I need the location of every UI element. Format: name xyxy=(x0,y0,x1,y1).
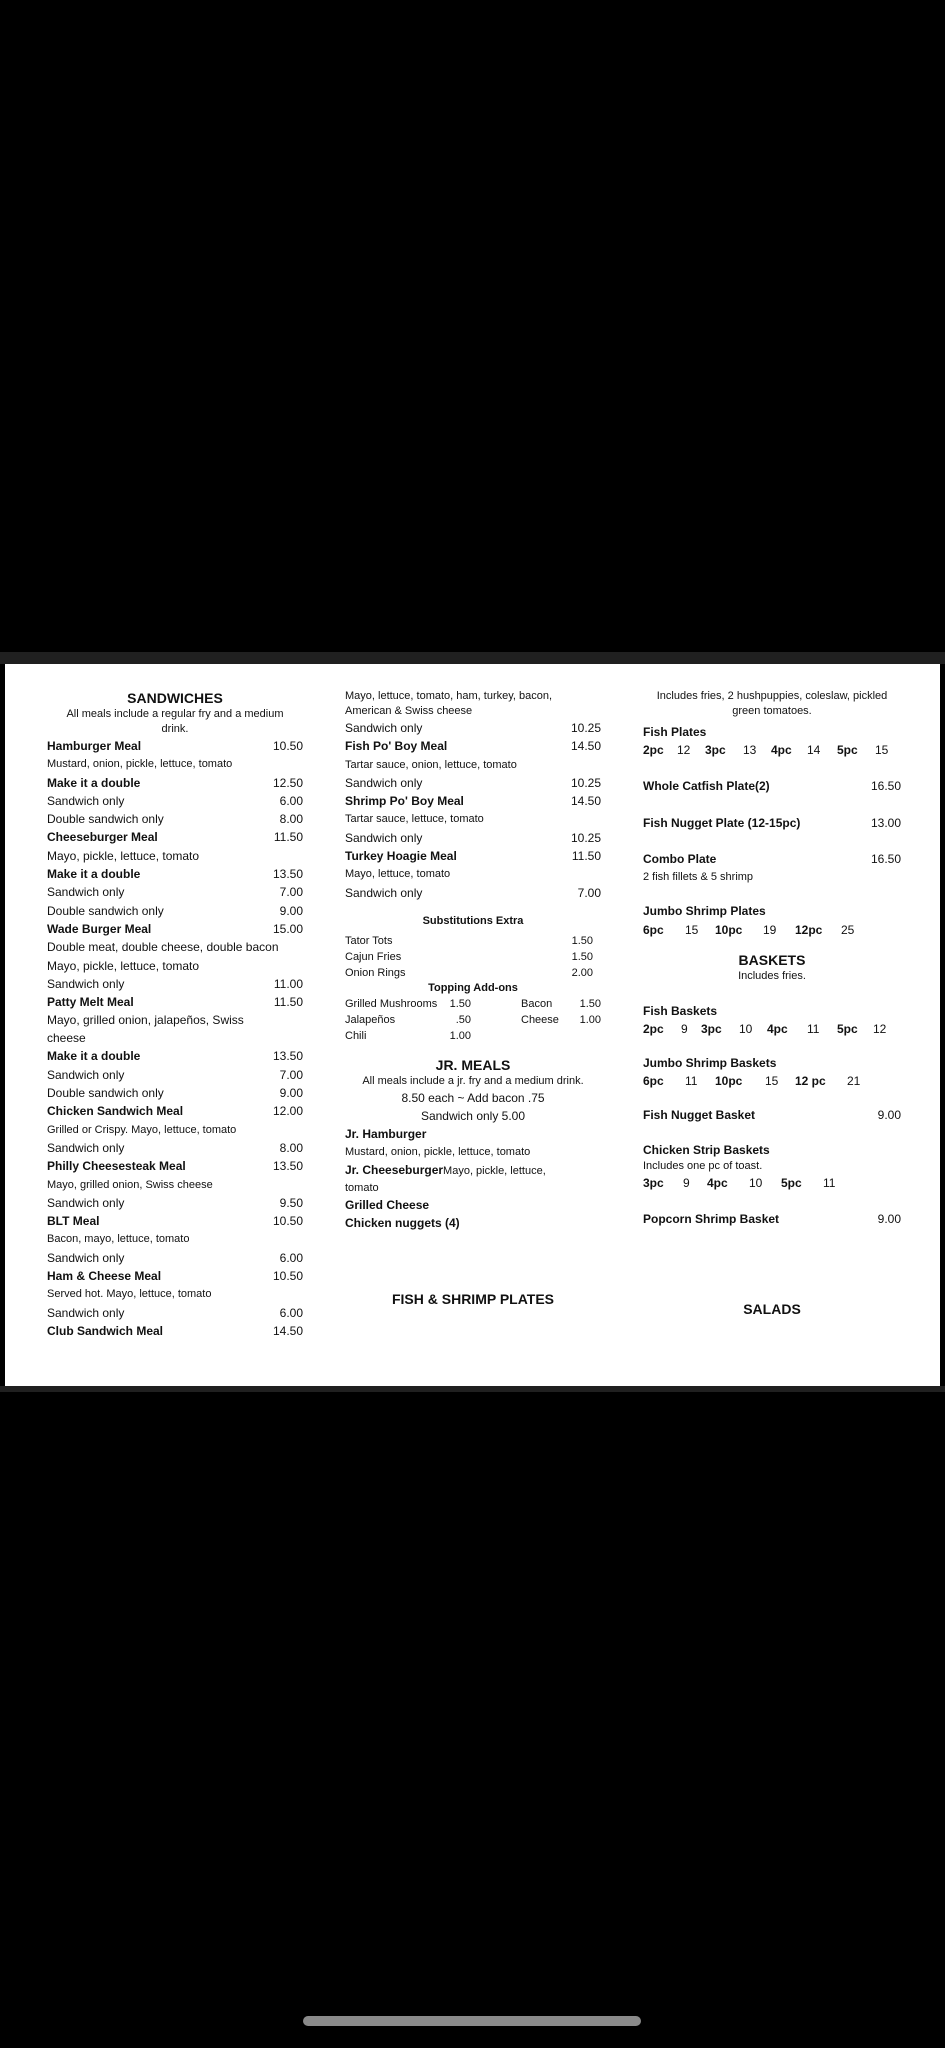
item-name: Served hot. Mayo, lettuce, tomato xyxy=(47,1288,212,1301)
piece-price: 12 xyxy=(873,1022,887,1037)
item-price: 10.25 xyxy=(570,830,601,845)
item-price: 8.00 xyxy=(279,812,303,827)
strip-note: Includes one pc of toast. xyxy=(643,1159,763,1172)
item-price: 10.25 xyxy=(570,775,601,790)
item-description xyxy=(47,1285,303,1303)
menu-item xyxy=(47,1212,303,1230)
item-price: 14.50 xyxy=(570,739,601,754)
item-price: 10.25 xyxy=(570,721,601,735)
sub-name: Onion Rings xyxy=(345,966,406,979)
menu-item xyxy=(47,1157,303,1175)
piece-count: 4pc xyxy=(707,1175,728,1190)
jumbo-baskets-prices xyxy=(643,1072,901,1090)
item-description xyxy=(345,810,601,828)
item-name: Fish Po' Boy Meal xyxy=(345,739,448,754)
patty-melt-desc: Mayo, grilled onion, jalapeños, Swiss cheese xyxy=(47,1013,244,1046)
menu-item xyxy=(47,883,303,901)
menu-item xyxy=(47,902,303,920)
item-description xyxy=(47,755,303,773)
jr-cheeseburger-name: Jr. Cheeseburger xyxy=(345,1162,444,1177)
item-price: 10.50 xyxy=(272,1214,303,1229)
item-price: 11.50 xyxy=(571,849,601,864)
piece-price: 15 xyxy=(685,922,699,937)
combo-price: 16.50 xyxy=(870,851,901,866)
piece-count: 5pc xyxy=(837,1022,858,1037)
item-name: Shrimp Po' Boy Meal xyxy=(345,794,464,809)
item-price: 13.50 xyxy=(272,1159,303,1174)
nugget-plate-label: Fish Nugget Plate (12-15pc) xyxy=(643,815,801,830)
chicken-strip-baskets: Chicken Strip Baskets xyxy=(643,1142,770,1157)
middle-column xyxy=(345,689,601,1308)
toppings-title: Topping Add-ons xyxy=(428,981,518,994)
jr-sandwich-price: Sandwich only 5.00 xyxy=(420,1108,526,1123)
jr-chicken-nuggets: Chicken nuggets (4) xyxy=(345,1215,460,1230)
item-name: Sandwich only xyxy=(47,1250,125,1265)
item-price: 12.50 xyxy=(272,775,303,790)
nugget-basket-price: 9.00 xyxy=(877,1108,901,1123)
topping-price-2: 1.00 xyxy=(579,1013,601,1026)
piece-count: 12 pc xyxy=(795,1074,826,1089)
jr-note: All meals include a jr. fry and a medium drink. xyxy=(362,1074,584,1087)
item-name: Sandwich only xyxy=(47,885,125,900)
topping-name-2: Cheese xyxy=(521,1013,559,1026)
menu-item xyxy=(47,993,303,1011)
item-name: Sandwich only xyxy=(47,976,125,991)
item-name: Turkey Hoagie Meal xyxy=(345,849,457,864)
piece-price: 15 xyxy=(875,743,889,758)
item-price: 9.00 xyxy=(279,903,303,918)
item-price: 6.00 xyxy=(279,1305,303,1320)
item-name: Mustard, onion, pickle, lettuce, tomato xyxy=(47,758,233,771)
sub-price: 1.50 xyxy=(571,934,593,947)
menu-item xyxy=(47,1102,303,1120)
item-name: Chicken Sandwich Meal xyxy=(47,1104,184,1119)
jr-hamburger-desc: Mustard, onion, pickle, lettuce, tomato xyxy=(345,1146,531,1159)
salads-title: SALADS xyxy=(743,1301,801,1318)
piece-count: 4pc xyxy=(767,1022,788,1037)
jr-price: 8.50 each ~ Add bacon .75 xyxy=(401,1090,545,1105)
sub-price: 1.50 xyxy=(571,950,593,963)
menu-item xyxy=(47,1267,303,1285)
item-name: Sandwich only xyxy=(47,1067,125,1082)
sub-name: Tator Tots xyxy=(345,934,393,947)
combo-label: Combo Plate xyxy=(643,851,717,866)
item-price: 9.00 xyxy=(279,1086,303,1101)
item-price: 11.50 xyxy=(273,830,303,845)
top-divider xyxy=(0,652,945,664)
item-name: Bacon, mayo, lettuce, tomato xyxy=(47,1233,190,1246)
jr-cheeseburger-desc: Mayo, pickle, lettuce, xyxy=(443,1164,546,1177)
piece-count: 5pc xyxy=(781,1175,802,1190)
fish-plates-prices xyxy=(643,741,901,759)
menu-item xyxy=(47,774,303,792)
item-name: Sandwich only xyxy=(47,1305,125,1320)
menu-item xyxy=(47,1304,303,1322)
item-name: Sandwich only xyxy=(345,885,423,900)
fish-baskets-prices xyxy=(643,1020,901,1038)
nugget-plate-price: 13.00 xyxy=(870,815,901,830)
baskets-note: Includes fries. xyxy=(738,969,806,982)
piece-price: 25 xyxy=(841,922,855,937)
piece-count: 5pc xyxy=(837,743,858,758)
item-price: 7.00 xyxy=(279,1067,303,1082)
item-name: Wade Burger Meal xyxy=(47,921,152,936)
item-description xyxy=(47,1230,303,1248)
item-price: 10.50 xyxy=(272,739,303,753)
item-name: Double meat, double cheese, double bacon xyxy=(47,940,279,955)
jr-cheeseburger-desc-2: tomato xyxy=(345,1181,379,1194)
fish-nugget-plate xyxy=(643,814,901,832)
popcorn-label: Popcorn Shrimp Basket xyxy=(643,1211,780,1226)
item-name: Make it a double xyxy=(47,867,141,882)
piece-price: 12 xyxy=(677,743,691,758)
item-name: Make it a double xyxy=(47,1049,141,1064)
menu-item xyxy=(345,847,601,865)
piece-price: 11 xyxy=(823,1175,836,1190)
sandwiches-list xyxy=(47,737,303,1011)
piece-count: 3pc xyxy=(701,1022,722,1037)
strip-prices xyxy=(643,1174,901,1192)
item-name: Sandwich only xyxy=(345,830,423,845)
subs-title: Substitutions Extra xyxy=(422,914,524,927)
item-price: 11.50 xyxy=(273,995,303,1010)
item-name: Mayo, pickle, lettuce, tomato xyxy=(47,958,200,973)
piece-count: 12pc xyxy=(795,922,823,937)
item-name: Mayo, lettuce, tomato xyxy=(345,868,451,881)
piece-count: 2pc xyxy=(643,1022,664,1037)
item-name: Sandwich only xyxy=(345,775,423,790)
item-price: 13.50 xyxy=(272,1049,303,1064)
item-name: Hamburger Meal xyxy=(47,739,142,753)
toppings-list xyxy=(345,996,601,1044)
menu-item xyxy=(345,774,601,792)
piece-price: 11 xyxy=(685,1074,698,1089)
plates-note: Includes fries, 2 hushpuppies, coleslaw, pickled green tomatoes. xyxy=(656,690,888,717)
item-name: Patty Melt Meal xyxy=(47,995,134,1010)
catfish-plate xyxy=(643,777,901,795)
item-price: 14.50 xyxy=(272,1323,303,1338)
menu-item xyxy=(47,938,303,956)
item-name: Make it a double xyxy=(47,775,141,790)
catfish-price: 16.50 xyxy=(870,779,901,794)
menu-item xyxy=(345,829,601,847)
item-name: Sandwich only xyxy=(47,793,125,808)
piece-price: 10 xyxy=(739,1022,753,1037)
piece-price: 15 xyxy=(765,1074,779,1089)
popcorn-price: 9.00 xyxy=(877,1211,901,1226)
menu-item xyxy=(47,1194,303,1212)
item-name: Sandwich only xyxy=(47,1195,125,1210)
item-name: Double sandwich only xyxy=(47,1086,164,1101)
item-name: BLT Meal xyxy=(47,1214,100,1229)
substitution-row xyxy=(345,933,593,949)
substitution-row xyxy=(345,949,593,965)
topping-name: Grilled Mushrooms xyxy=(345,997,438,1010)
fish-nugget-basket xyxy=(643,1106,901,1124)
substitution-row xyxy=(345,965,593,981)
piece-count: 3pc xyxy=(705,743,726,758)
topping-price-2: 1.50 xyxy=(579,997,601,1010)
nugget-basket-label: Fish Nugget Basket xyxy=(643,1108,756,1123)
baskets-title: BASKETS xyxy=(738,951,806,968)
popcorn-shrimp-basket xyxy=(643,1210,901,1228)
right-column xyxy=(643,689,901,1318)
piece-price: 14 xyxy=(807,743,821,758)
item-description xyxy=(345,865,601,883)
jumbo-baskets: Jumbo Shrimp Baskets xyxy=(643,1056,777,1071)
item-name: Tartar sauce, lettuce, tomato xyxy=(345,813,484,826)
sub-name: Cajun Fries xyxy=(345,950,402,963)
menu-item xyxy=(47,1322,303,1340)
item-price: 9.50 xyxy=(279,1195,303,1210)
item-name: Sandwich only xyxy=(345,721,423,735)
piece-price: 9 xyxy=(683,1175,690,1190)
item-price: 11.00 xyxy=(273,976,303,991)
item-price: 7.00 xyxy=(279,885,303,900)
jr-meals-title: JR. MEALS xyxy=(435,1056,511,1073)
piece-price: 11 xyxy=(807,1022,820,1037)
item-name: Philly Cheesesteak Meal xyxy=(47,1159,186,1174)
item-description xyxy=(47,1121,303,1139)
item-name: Tartar sauce, onion, lettuce, tomato xyxy=(345,758,517,771)
piece-count: 2pc xyxy=(643,743,664,758)
menu-item xyxy=(47,810,303,828)
sandwiches-note: All meals include a regular fry and a medium drink. xyxy=(66,708,284,735)
topping-row xyxy=(345,1028,601,1044)
jr-cheeseburger xyxy=(345,1162,601,1180)
menu-item xyxy=(47,957,303,975)
menu-item xyxy=(47,975,303,993)
subs-list xyxy=(345,933,593,981)
menu-item xyxy=(47,920,303,938)
combo-plate xyxy=(643,850,901,868)
jumbo-plates-prices xyxy=(643,921,901,939)
menu-item xyxy=(47,828,303,846)
topping-price: 1.00 xyxy=(449,1029,471,1042)
item-description xyxy=(345,756,601,774)
piece-price: 10 xyxy=(749,1175,763,1190)
topping-price: .50 xyxy=(455,1013,471,1026)
item-price: 10.50 xyxy=(272,1269,303,1284)
topping-price: 1.50 xyxy=(449,997,471,1010)
menu-item xyxy=(47,737,303,755)
item-name: Ham & Cheese Meal xyxy=(47,1269,162,1284)
item-price: 6.00 xyxy=(279,1250,303,1265)
topping-row xyxy=(345,1012,601,1028)
sandwiches-list-2 xyxy=(47,1047,303,1340)
home-indicator[interactable] xyxy=(303,2016,641,2026)
item-name: Mayo, grilled onion, Swiss cheese xyxy=(47,1178,213,1191)
piece-count: 3pc xyxy=(643,1175,664,1190)
piece-price: 13 xyxy=(743,743,757,758)
piece-price: 19 xyxy=(763,922,777,937)
menu-item xyxy=(345,737,601,755)
item-name: Double sandwich only xyxy=(47,812,164,827)
bottom-divider xyxy=(0,1386,945,1392)
menu-item xyxy=(47,1139,303,1157)
item-name: Double sandwich only xyxy=(47,903,164,918)
piece-price: 21 xyxy=(847,1074,861,1089)
topping-name-2: Bacon xyxy=(521,997,553,1010)
menu-item xyxy=(47,1047,303,1065)
item-name: Sandwich only xyxy=(47,1140,125,1155)
item-price: 8.00 xyxy=(279,1140,303,1155)
sandwiches-column xyxy=(47,689,303,1340)
piece-count: 10pc xyxy=(715,922,743,937)
item-name: Cheeseburger Meal xyxy=(47,830,158,845)
jr-grilled-cheese: Grilled Cheese xyxy=(345,1197,430,1212)
catfish-label: Whole Catfish Plate(2) xyxy=(643,779,770,794)
item-price: 14.50 xyxy=(570,794,601,809)
item-price: 12.00 xyxy=(272,1104,303,1119)
item-description xyxy=(47,1176,303,1194)
club-desc: Mayo, lettuce, tomato, ham, turkey, bacon, American & Swiss cheese xyxy=(345,690,553,717)
fish-shrimp-title: FISH & SHRIMP PLATES xyxy=(391,1291,555,1308)
sub-price: 2.00 xyxy=(571,966,593,979)
menu-item xyxy=(47,1066,303,1084)
item-price: 13.50 xyxy=(272,867,303,882)
piece-count: 6pc xyxy=(643,922,664,937)
menu-item xyxy=(47,1249,303,1267)
item-price: 15.00 xyxy=(272,921,303,936)
menu-item xyxy=(47,792,303,810)
piece-price: 9 xyxy=(681,1022,688,1037)
piece-count: 10pc xyxy=(715,1074,743,1089)
item-name: Mayo, pickle, lettuce, tomato xyxy=(47,848,200,863)
piece-count: 4pc xyxy=(771,743,792,758)
topping-row xyxy=(345,996,601,1012)
menu-item xyxy=(345,719,601,737)
item-name: Grilled or Crispy. Mayo, lettuce, tomato xyxy=(47,1123,237,1136)
menu-item xyxy=(345,792,601,810)
menu-image xyxy=(5,664,940,1386)
jumbo-plates: Jumbo Shrimp Plates xyxy=(643,904,766,919)
menu-item xyxy=(47,865,303,883)
item-price: 6.00 xyxy=(279,793,303,808)
menu-item xyxy=(345,884,601,902)
fish-plates: Fish Plates xyxy=(643,725,707,739)
topping-name: Jalapeños xyxy=(345,1013,396,1026)
topping-name: Chili xyxy=(345,1029,367,1042)
sandwiches-title: SANDWICHES xyxy=(127,690,223,706)
po-boy-list xyxy=(345,719,601,902)
menu-item xyxy=(47,1084,303,1102)
item-name: Club Sandwich Meal xyxy=(47,1323,164,1338)
menu-item xyxy=(47,847,303,865)
fish-baskets: Fish Baskets xyxy=(643,1003,718,1018)
item-price: 7.00 xyxy=(577,885,601,900)
combo-desc: 2 fish fillets & 5 shrimp xyxy=(643,871,754,884)
piece-count: 6pc xyxy=(643,1074,664,1089)
jr-hamburger: Jr. Hamburger xyxy=(345,1126,427,1141)
